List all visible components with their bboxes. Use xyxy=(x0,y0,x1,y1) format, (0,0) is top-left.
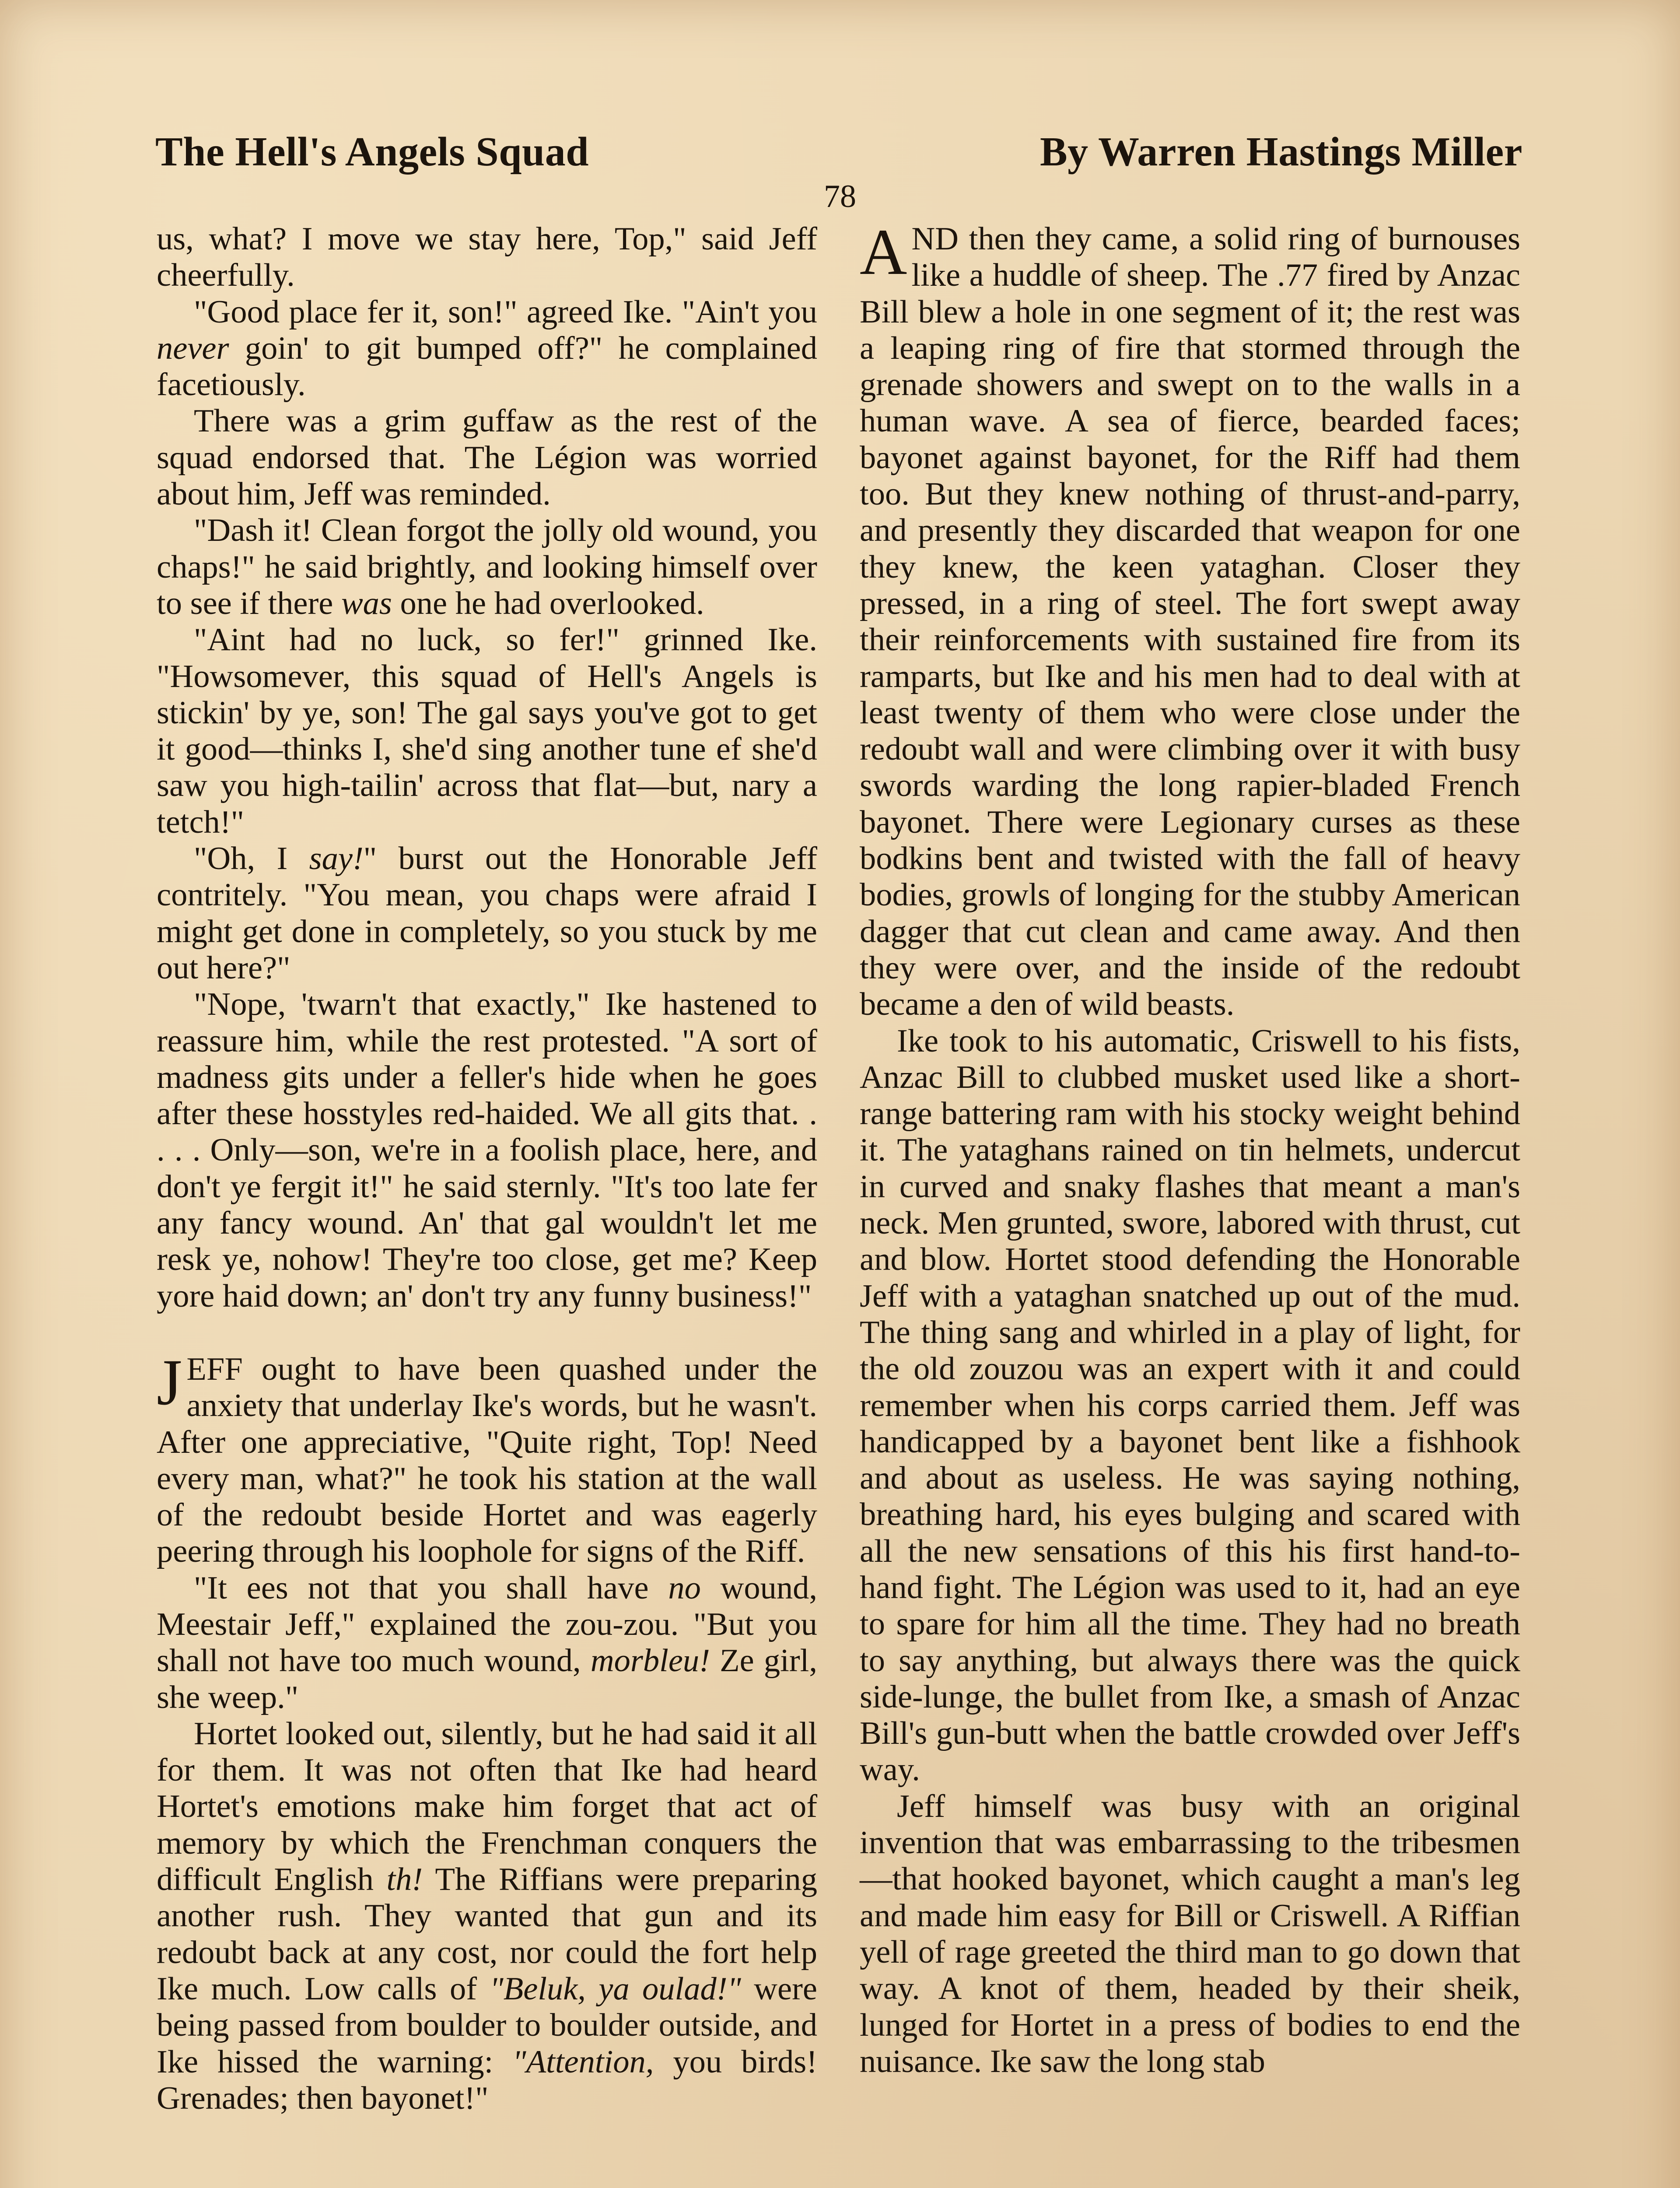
drop-cap: J xyxy=(157,1346,182,1419)
paragraph: "Nope, 'twarn't that exactly," Ike hastened to reassure him, while the rest protested. "A sort of madness gits under a feller's hide when he goes after these hosstyles red-haided. We all gits that. . . . . Only—son, we're in a foolish place, here, and don't ye fergit it!" he said sternly. "It's too late fer any fancy wound. An' that gal wouldn't let me resk ye, nohow! They're too close, get me? Keep yore haid down; an' don't try any funny business!" xyxy=(157,986,817,1314)
paragraph: Hortet looked out, silently, but he had said it all for them. It was not often that Ike had heard Hortet's emotions make him forget that act of memory by which the Frenchman conquers the difficult English th! The Riffians were preparing another rush. They wanted that gun and its redoubt back at any cost, nor could the fort help Ike much. Low calls of "Beluk, ya oulad!" were being passed from boulder to boulder outside, and Ike hissed the warning: "Attention, you birds! Grenades; then bayonet!" xyxy=(157,1715,817,2116)
story-title: The Hell's Angels Squad xyxy=(155,129,589,175)
paragraph: "Aint had no luck, so fer!" grinned Ike. "Howsomever, this squad of Hell's Angels is stickin' by ye, son! The gal says you've got to get it good—thinks I, she'd sing another tune ef she'd saw you high-tailin' across that flat—but, nary a tetch!" xyxy=(157,622,817,840)
paragraph: "Dash it! Clean forgot the jolly old wound, you chaps!" he said brightly, and looking himself over to see if there was one he had overlooked. xyxy=(157,512,817,621)
paragraph: Ike took to his automatic, Criswell to his fists, Anzac Bill to clubbed musket used like a short-range battering ram with his stocky weight behind it. The yataghans rained on tin helmets, undercut in curved and snaky flashes that meant a man's neck. Men grunted, swore, labored with thrust, cut and blow. Hortet stood defending the Honorable Jeff with a yataghan snatched up out of the mud. The thing sang and whirled in a play of light, for the old zouzou was an expert with it and could remember when his corps carried them. Jeff was handicapped by a bayonet bent like a fishhook and about as useless. He was saying nothing, breathing hard, his eyes bulging and scared with all the new sensations of this his first hand-to-hand fight. The Légion was used to it, had an eye to spare for him all the time. They had no breath to say anything, but always there was the quick side-lunge, the bullet from Ike, a smash of Anzac Bill's gun-butt when the battle crowded over Jeff's way. xyxy=(860,1023,1520,1788)
left-column xyxy=(157,221,817,2117)
paragraph: "Oh, I say!" burst out the Honorable Jeff contritely. "You mean, you chaps were afraid I might get done in completely, so you stuck by me out here?" xyxy=(157,841,817,986)
paragraph-dropcap: JEFF ought to have been quashed under the anxiety that underlay Ike's words, but he wasn't. After one appreciative, "Quite right, Top! Need every man, what?" he took his station at the wall of the redoubt beside Hortet and was eagerly peering through his loophole for signs of the Riff. xyxy=(157,1346,817,1570)
paragraph: "It ees not that you shall have no wound, Meestair Jeff," explained the zou-zou. "But you shall not have too much wound, morbleu! Ze girl, she weep." xyxy=(157,1570,817,1715)
paragraph: us, what? I move we stay here, Top," said Jeff cheerfully. xyxy=(157,221,817,294)
paragraph: "Good place fer it, son!" agreed Ike. "Ain't you never goin' to git bumped off?" he complained facetiously. xyxy=(157,294,817,403)
right-column xyxy=(860,216,1520,2080)
paragraph: Jeff himself was busy with an original invention that was embarrassing to the tribesmen—that hooked bayonet, which caught a man's leg and made him easy for Bill or Criswell. A Riffian yell of rage greeted the third man to go down that way. A knot of them, headed by their sheik, lunged for Hortet in a press of bodies to end the nuisance. Ike saw the long stab xyxy=(860,1788,1520,2079)
page-number: 78 xyxy=(824,179,856,214)
drop-cap: A xyxy=(860,216,907,288)
author-byline: By Warren Hastings Miller xyxy=(1040,129,1522,175)
paragraph: There was a grim guffaw as the rest of the squad endorsed that. The Légion was worried about him, Jeff was reminded. xyxy=(157,403,817,512)
paragraph-dropcap: AND then they came, a solid ring of burnouses like a huddle of sheep. The .77 fired by Anzac Bill blew a hole in one segment of it; the rest was a leaping ring of fire that stormed through the grenade showers and swept on to the walls in a human wave. A sea of fierce, bearded faces; bayonet against bayonet, for the Riff had them too. But they knew nothing of thrust-and-parry, and presently they discarded that weapon for one they knew, the keen yataghan. Closer they pressed, in a ring of steel. The fort swept away their reinforcements with sustained fire from its ramparts, but Ike and his men had to deal with at least twenty of them who were close under the redoubt wall and were climbing over it with busy swords warding the long rapier-bladed French bayonet. There were Legionary curses as these bodkins bent and twisted with the fall of heavy bodies, growls of longing for the stubby American dagger that cut clean and came away. And then they were over, and the inside of the redoubt became a den of wild beasts. xyxy=(860,216,1520,1023)
